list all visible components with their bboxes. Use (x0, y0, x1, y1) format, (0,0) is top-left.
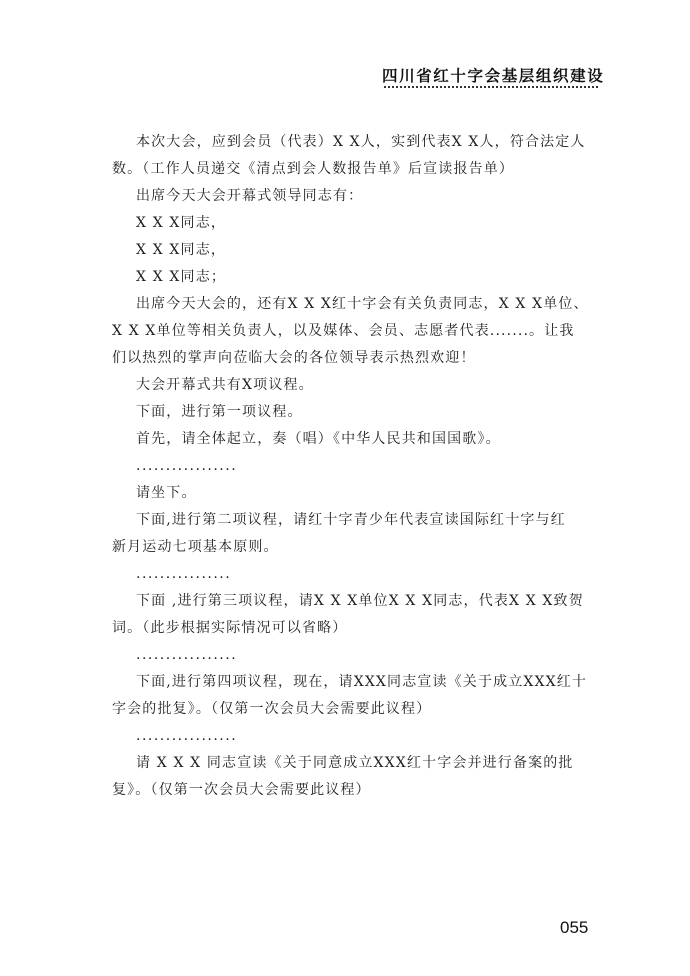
paragraph-line: X X X单位等相关负责人，以及媒体、会员、志愿者代表.......。让我 (112, 323, 575, 339)
paragraph-line: 词。（此步根据实际情况可以省略） (112, 620, 348, 636)
paragraph-line: 请坐下。 (136, 485, 197, 501)
paragraph-line: 新月运动七项基本原则。 (112, 539, 279, 555)
paragraph-line: X X X同志， (136, 242, 227, 258)
header-dotted-rule (384, 86, 598, 88)
paragraph-line: 本次大会，应到会员（代表）X X人，实到代表X X人，符合法定人 (136, 134, 586, 150)
ellipsis-line: ................ (136, 566, 232, 582)
paragraph-line: 复》。（仅第一次会员大会需要此议程） (112, 782, 371, 798)
paragraph-line: 字会的批复》。（仅第一次会员大会需要此议程） (112, 701, 432, 717)
paragraph-line: 出席今天大会开幕式领导同志有： (136, 188, 364, 204)
page-number: 055 (560, 918, 589, 937)
paragraph-line: 下面,进行第二项议程，请红十字青少年代表宣读国际红十字与红 (136, 512, 566, 528)
paragraph-line: X X X同志； (136, 269, 227, 285)
paragraph-line: 大会开幕式共有X项议程。 (136, 377, 314, 393)
running-header: 四川省红十字会基层组织建设 (382, 67, 605, 85)
paragraph-line: 们以热烈的掌声向莅临大会的各位领导表示热烈欢迎！ (112, 350, 476, 366)
paragraph-line: 下面,进行第四项议程，现在，请XXX同志宣读《关于成立XXX红十 (136, 674, 588, 690)
paragraph-line: 下面，进行第一项议程。 (136, 404, 303, 420)
paragraph-line: 首先，请全体起立，奏（唱）《中华人民共和国国歌》。 (136, 431, 501, 447)
paragraph-line: 请 X X X 同志宣读《关于同意成立XXX红十字会并进行备案的批 (136, 755, 574, 771)
paragraph-line: 下面 ,进行第三项议程，请X X X单位X X X同志，代表X X X致贺 (136, 593, 584, 609)
ellipsis-line: ................. (136, 458, 238, 474)
ellipsis-line: ................. (136, 647, 238, 663)
ellipsis-line: ................. (136, 728, 238, 744)
paragraph-line: X X X同志， (136, 215, 227, 231)
paragraph-line: 出席今天大会的，还有X X X红十字会有关负责同志，X X X单位、 (136, 296, 589, 312)
paragraph-line: 数。（工作人员递交《清点到会人数报告单》后宣读报告单） (112, 161, 515, 177)
